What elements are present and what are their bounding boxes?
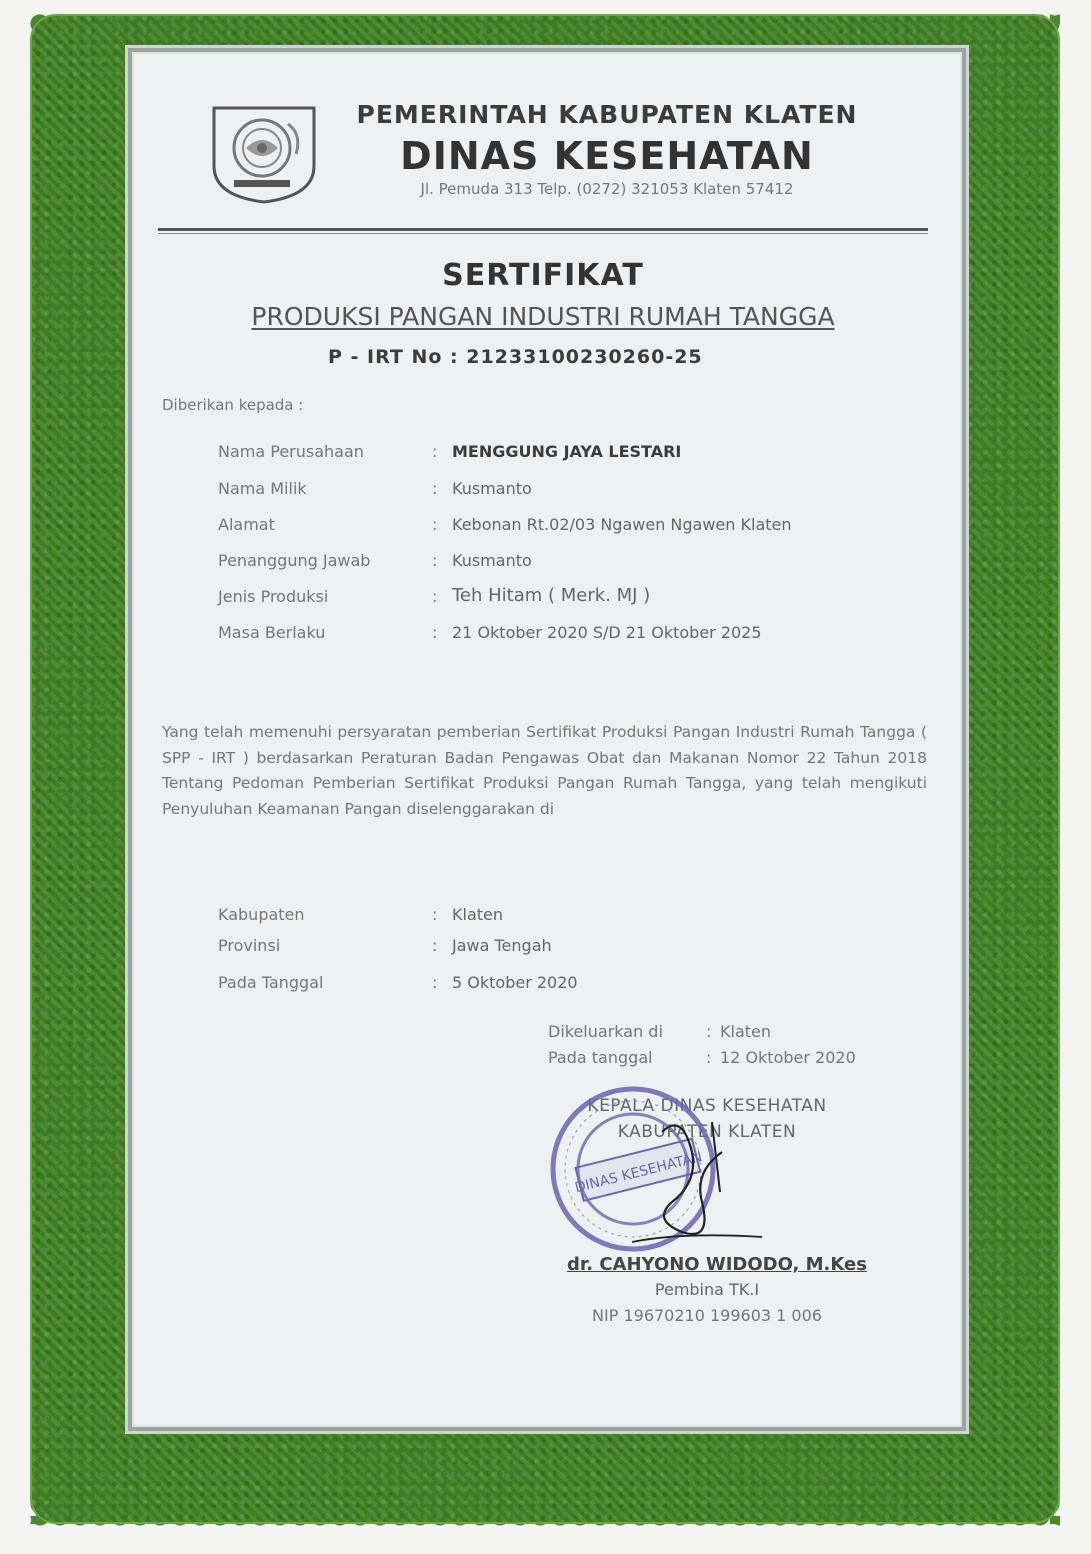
signatory-position-line1: KEPALA DINAS KESEHATAN bbox=[587, 1096, 827, 1116]
responsible-person-value: Kusmanto bbox=[452, 551, 532, 570]
address-label: Alamat bbox=[218, 515, 275, 534]
validity-value: 21 Oktober 2020 S/D 21 Oktober 2025 bbox=[452, 623, 762, 642]
address-value: Kebonan Rt.02/03 Ngawen Ngawen Klaten bbox=[452, 515, 792, 534]
training-date-label: Pada Tanggal bbox=[218, 973, 324, 992]
product-type-label: Jenis Produksi bbox=[218, 587, 329, 606]
certificate-paper bbox=[128, 48, 966, 1431]
signatory-name: dr. CAHYONO WIDODO, M.Kes bbox=[567, 1254, 867, 1275]
training-date-value: 5 Oktober 2020 bbox=[452, 973, 578, 992]
product-type-value: Teh Hitam ( Merk. MJ ) bbox=[452, 585, 651, 606]
signatory-position-line2: KABUPATEN KLATEN bbox=[617, 1122, 797, 1142]
stamp-text: DINAS KESEHATAN bbox=[573, 1149, 704, 1197]
field-colon: : bbox=[432, 442, 438, 461]
responsible-person-label: Penanggung Jawab bbox=[218, 551, 371, 570]
signatory-nip: NIP 19670210 199603 1 006 bbox=[592, 1306, 822, 1325]
regency-value: Klaten bbox=[452, 905, 503, 924]
certificate-title: SERTIFIKAT bbox=[442, 258, 644, 293]
certificate-subtitle: PRODUKSI PANGAN INDUSTRI RUMAH TANGGA bbox=[251, 302, 835, 331]
field-colon: : bbox=[432, 973, 438, 992]
agency-address: Jl. Pemuda 313 Telp. (0272) 321053 Klaten 57412 bbox=[420, 180, 794, 198]
province-value: Jawa Tengah bbox=[452, 936, 552, 955]
company-name-label: Nama Perusahaan bbox=[218, 442, 364, 461]
government-name: PEMERINTAH KABUPATEN KLATEN bbox=[356, 100, 858, 129]
owner-name-value: Kusmanto bbox=[452, 479, 532, 498]
field-colon: : bbox=[432, 623, 438, 642]
regency-label: Kabupaten bbox=[218, 905, 305, 924]
signatory-rank: Pembina TK.I bbox=[654, 1280, 760, 1299]
owner-name-label: Nama Milik bbox=[218, 479, 307, 498]
field-colon: : bbox=[706, 1022, 712, 1041]
validity-label: Masa Berlaku bbox=[218, 623, 326, 642]
issued-date-label: Pada tanggal bbox=[548, 1048, 653, 1067]
company-name-value: MENGGUNG JAYA LESTARI bbox=[452, 442, 682, 461]
statement-paragraph: Yang telah memenuhi persyaratan pemberian Sertifikat Produksi Pangan Industri Rumah Tangga ( SPP - IRT ) berdasarkan Peraturan Badan Pengawas Obat dan Makanan Nomor 22 Tahun 2018 Tentang Pedoman Pemberian Sertifikat Produksi Pangan Rumah Tangga, yang telah mengikuti Penyuluhan Keamanan Pangan diselenggarakan di bbox=[162, 723, 927, 818]
field-colon: : bbox=[432, 936, 438, 955]
province-label: Provinsi bbox=[218, 936, 281, 955]
field-colon: : bbox=[432, 479, 438, 498]
field-colon: : bbox=[432, 587, 438, 606]
field-colon: : bbox=[432, 515, 438, 534]
field-colon: : bbox=[706, 1048, 712, 1067]
issued-place-label: Dikeluarkan di bbox=[548, 1022, 663, 1041]
given-to-label: Diberikan kepada : bbox=[162, 396, 304, 414]
issued-place-value: Klaten bbox=[720, 1022, 771, 1041]
field-colon: : bbox=[432, 551, 438, 570]
agency-name: DINAS KESEHATAN bbox=[400, 134, 814, 178]
handwritten-signature bbox=[602, 1092, 782, 1262]
pirt-number: P - IRT No : 21233100230260-25 bbox=[328, 346, 703, 368]
field-colon: : bbox=[432, 905, 438, 924]
letterhead-divider bbox=[158, 228, 928, 234]
issued-date-value: 12 Oktober 2020 bbox=[720, 1048, 856, 1067]
regency-crest-icon bbox=[210, 104, 318, 204]
